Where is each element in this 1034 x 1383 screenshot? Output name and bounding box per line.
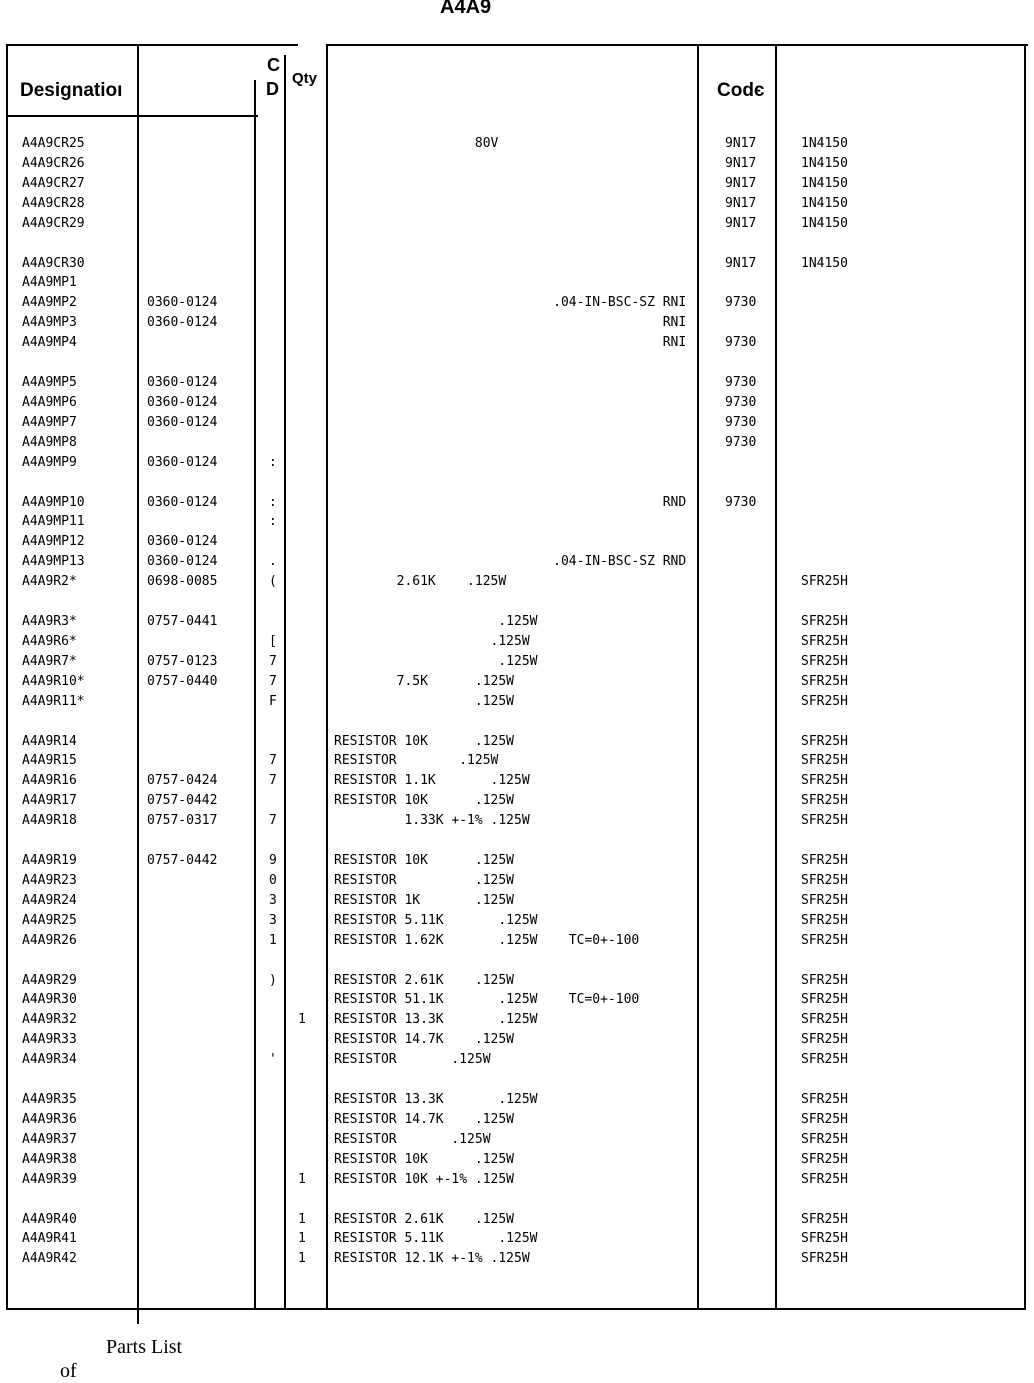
description-cell: .04-IN-BSC-SZ RNI: [334, 295, 687, 311]
part-number-cell: 0360-0124: [147, 554, 218, 570]
check-digit-cell: ': [269, 1052, 277, 1068]
description-cell: .125W: [334, 653, 538, 669]
mfr-part-cell: SFR25H: [801, 773, 848, 789]
check-digit-cell: [: [269, 633, 277, 649]
designation-cell: A4A9R36: [22, 1111, 77, 1127]
description-cell: RESISTOR 1.62K .125W TC=0+-100: [334, 932, 640, 948]
footer-parts-list: Parts List: [106, 1336, 183, 1358]
designation-cell: A4A9R37: [22, 1131, 77, 1147]
mfr-part-cell: SFR25H: [801, 1231, 848, 1247]
mfr-part-cell: SFR25H: [801, 1171, 848, 1187]
check-digit-cell: F: [269, 693, 277, 709]
col-divider-designation: [137, 44, 139, 1324]
part-number-cell: 0360-0124: [147, 375, 218, 390]
qty-cell: 1: [298, 1012, 306, 1028]
description-cell: RESISTOR 5.11K .125W: [334, 1231, 538, 1247]
check-digit-cell: 9: [269, 853, 277, 868]
designation-cell: A4A9R23: [22, 872, 77, 888]
col-divider-code: [775, 44, 777, 1310]
description-cell: RESISTOR .125W: [334, 753, 499, 769]
header-designation: Designatioı: [20, 80, 123, 101]
table-bottom-rule: [6, 1308, 1026, 1310]
mfr-part-cell: SFR25H: [801, 1211, 848, 1227]
description-cell: RESISTOR 2.61K .125W: [334, 972, 515, 988]
designation-cell: A4A9R18: [22, 813, 77, 829]
description-cell: RND: [334, 494, 687, 510]
description-cell: 7.5K .125W: [334, 673, 515, 689]
header-qty: Qty: [292, 70, 318, 87]
description-cell: .04-IN-BSC-SZ RND: [334, 554, 687, 570]
description-cell: RESISTOR 10K .125W: [334, 793, 515, 809]
mfr-part-cell: SFR25H: [801, 653, 848, 669]
designation-cell: A4A9MP7: [22, 414, 77, 430]
designation-cell: A4A9CR29: [22, 215, 85, 231]
description-cell: RESISTOR 10K .125W: [334, 1151, 515, 1167]
designation-cell: A4A9CR26: [22, 155, 85, 171]
designation-cell: A4A9R7*: [22, 653, 77, 669]
mfr-part-cell: 1N4150: [801, 175, 848, 191]
mfr-code-cell: 9730: [725, 494, 757, 510]
check-digit-cell: 7: [269, 773, 277, 789]
designation-cell: A4A9MP9: [22, 454, 77, 470]
mfr-part-cell: SFR25H: [801, 872, 848, 888]
description-cell: RESISTOR .125W: [334, 872, 515, 888]
table-top-rule-left: [6, 44, 298, 46]
col-divider-cd: [284, 55, 286, 1310]
description-cell: .125W: [334, 614, 538, 629]
part-number-cell: 0757-0441: [147, 614, 218, 629]
table-top-rule-right: [328, 44, 1028, 46]
mfr-part-cell: SFR25H: [801, 853, 848, 868]
header-cd-top: C: [267, 55, 280, 75]
mfr-part-cell: SFR25H: [801, 1111, 848, 1127]
part-number-cell: 0757-0442: [147, 793, 218, 809]
designation-cell: A4A9MP4: [22, 335, 77, 351]
description-cell: RESISTOR 10K .125W: [334, 733, 515, 749]
description-cell: 1.33K +-1% .125W: [334, 813, 530, 829]
designation-cell: A4A9MP6: [22, 394, 77, 410]
description-cell: 2.61K .125W: [334, 574, 507, 590]
designation-cell: A4A9R16: [22, 773, 77, 789]
description-cell: RNI: [334, 315, 687, 331]
description-cell: 80V: [334, 136, 499, 151]
part-number-cell: 0757-0440: [147, 673, 218, 689]
mfr-part-cell: SFR25H: [801, 1251, 848, 1267]
mfr-code-cell: 9N17: [725, 175, 757, 191]
col-divider-right: [1024, 44, 1026, 1310]
designation-cell: A4A9R29: [22, 972, 77, 988]
part-number-cell: 0360-0124: [147, 295, 218, 311]
designation-cell: A4A9R34: [22, 1052, 77, 1068]
designation-cell: A4A9R11*: [22, 693, 85, 709]
qty-cell: 1: [298, 1171, 306, 1187]
designation-cell: A4A9R24: [22, 892, 77, 908]
description-cell: RESISTOR 51.1K .125W TC=0+-100: [334, 992, 640, 1008]
designation-cell: A4A9MP2: [22, 295, 77, 311]
designation-cell: A4A9R42: [22, 1251, 77, 1267]
mfr-part-cell: SFR25H: [801, 972, 848, 988]
col-divider-left: [6, 44, 8, 1310]
designation-cell: A4A9R39: [22, 1171, 77, 1187]
mfr-code-cell: 9730: [725, 434, 757, 450]
designation-cell: A4A9CR30: [22, 255, 85, 271]
description-cell: RESISTOR .125W: [334, 1131, 491, 1147]
mfr-part-cell: SFR25H: [801, 693, 848, 709]
description-cell: .125W: [334, 693, 515, 709]
designation-cell: A4A9R25: [22, 912, 77, 928]
mfr-part-cell: SFR25H: [801, 1032, 848, 1048]
designation-cell: A4A9R10*: [22, 673, 85, 689]
check-digit-cell: (: [269, 574, 277, 590]
part-number-cell: 0757-0123: [147, 653, 218, 669]
part-number-cell: 0757-0424: [147, 773, 218, 789]
mfr-code-cell: 9N17: [725, 215, 757, 231]
description-cell: .125W: [334, 633, 530, 649]
mfr-part-cell: SFR25H: [801, 614, 848, 629]
mfr-part-cell: 1N4150: [801, 215, 848, 231]
footer-of: of: [60, 1360, 77, 1382]
designation-cell: A4A9R2*: [22, 574, 77, 590]
designation-cell: A4A9R30: [22, 992, 77, 1008]
header-bottom-rule: [6, 115, 258, 117]
header-code: Codє: [717, 80, 765, 101]
designation-cell: A4A9R38: [22, 1151, 77, 1167]
part-number-cell: 0698-0085: [147, 574, 218, 590]
part-number-cell: 0360-0124: [147, 414, 218, 430]
designation-cell: A4A9MP12: [22, 534, 85, 550]
mfr-part-cell: SFR25H: [801, 892, 848, 908]
check-digit-cell: :: [269, 494, 277, 510]
mfr-part-cell: SFR25H: [801, 793, 848, 809]
designation-cell: A4A9R3*: [22, 614, 77, 629]
description-cell: RESISTOR 14.7K .125W: [334, 1111, 515, 1127]
check-digit-cell: 7: [269, 753, 277, 769]
mfr-part-cell: SFR25H: [801, 813, 848, 829]
check-digit-cell: 7: [269, 653, 277, 669]
designation-cell: A4A9R14: [22, 733, 77, 749]
check-digit-cell: .: [269, 554, 277, 570]
designation-cell: A4A9MP1: [22, 275, 77, 291]
mfr-code-cell: 9730: [725, 414, 757, 430]
designation-cell: A4A9MP3: [22, 315, 77, 331]
designation-cell: A4A9MP5: [22, 375, 77, 390]
description-cell: RESISTOR 10K .125W: [334, 853, 515, 868]
mfr-code-cell: 9730: [725, 375, 757, 390]
col-divider-qty: [326, 44, 328, 1310]
description-cell: RESISTOR 1K .125W: [334, 892, 515, 908]
part-number-cell: 0360-0124: [147, 315, 218, 331]
mfr-part-cell: SFR25H: [801, 1131, 848, 1147]
part-number-cell: 0757-0317: [147, 813, 218, 829]
designation-cell: A4A9MP11: [22, 514, 85, 530]
description-cell: RESISTOR .125W: [334, 1052, 491, 1068]
mfr-code-cell: 9730: [725, 295, 757, 311]
designation-cell: A4A9MP10: [22, 494, 85, 510]
mfr-code-cell: 9N17: [725, 255, 757, 271]
mfr-part-cell: 1N4150: [801, 136, 848, 151]
mfr-part-cell: SFR25H: [801, 673, 848, 689]
description-cell: RESISTOR 5.11K .125W: [334, 912, 538, 928]
description-cell: RNI: [334, 335, 687, 351]
mfr-part-cell: SFR25H: [801, 1151, 848, 1167]
mfr-part-cell: SFR25H: [801, 733, 848, 749]
mfr-part-cell: 1N4150: [801, 255, 848, 271]
qty-cell: 1: [298, 1251, 306, 1267]
designation-cell: A4A9R19: [22, 853, 77, 868]
designation-cell: A4A9R6*: [22, 633, 77, 649]
mfr-part-cell: SFR25H: [801, 992, 848, 1008]
designation-cell: A4A9R41: [22, 1231, 77, 1247]
description-cell: RESISTOR 13.3K .125W: [334, 1092, 538, 1107]
qty-cell: 1: [298, 1211, 306, 1227]
mfr-code-cell: 9N17: [725, 136, 757, 151]
part-number-cell: 0360-0124: [147, 394, 218, 410]
col-divider-desc: [697, 44, 699, 1310]
designation-cell: A4A9R17: [22, 793, 77, 809]
designation-cell: A4A9R35: [22, 1092, 77, 1107]
designation-cell: A4A9MP8: [22, 434, 77, 450]
mfr-code-cell: 9730: [725, 335, 757, 351]
description-cell: RESISTOR 13.3K .125W: [334, 1012, 538, 1028]
description-cell: RESISTOR 14.7K .125W: [334, 1032, 515, 1048]
check-digit-cell: 3: [269, 912, 277, 928]
description-cell: RESISTOR 1.1K .125W: [334, 773, 530, 789]
mfr-part-cell: SFR25H: [801, 1012, 848, 1028]
check-digit-cell: :: [269, 514, 277, 530]
check-digit-cell: 0: [269, 872, 277, 888]
col-divider-part: [254, 80, 256, 1310]
mfr-code-cell: 9N17: [725, 195, 757, 211]
mfr-part-cell: SFR25H: [801, 912, 848, 928]
designation-cell: A4A9MP13: [22, 554, 85, 570]
designation-cell: A4A9CR25: [22, 136, 85, 151]
designation-cell: A4A9CR28: [22, 195, 85, 211]
designation-cell: A4A9R40: [22, 1211, 77, 1227]
check-digit-cell: 3: [269, 892, 277, 908]
description-cell: RESISTOR 10K +-1% .125W: [334, 1171, 515, 1187]
designation-cell: A4A9CR27: [22, 175, 85, 191]
mfr-part-cell: SFR25H: [801, 753, 848, 769]
mfr-code-cell: 9730: [725, 394, 757, 410]
mfr-code-cell: 9N17: [725, 155, 757, 171]
part-number-cell: 0757-0442: [147, 853, 218, 868]
mfr-part-cell: SFR25H: [801, 574, 848, 590]
designation-cell: A4A9R26: [22, 932, 77, 948]
part-number-cell: 0360-0124: [147, 454, 218, 470]
description-cell: RESISTOR 12.1K +-1% .125W: [334, 1251, 530, 1267]
page-title: A4A9: [440, 0, 492, 18]
header-cd-bottom: D: [266, 79, 279, 99]
check-digit-cell: 1: [269, 932, 277, 948]
mfr-part-cell: SFR25H: [801, 1092, 848, 1107]
qty-cell: 1: [298, 1231, 306, 1247]
check-digit-cell: 7: [269, 673, 277, 689]
mfr-part-cell: 1N4150: [801, 195, 848, 211]
mfr-part-cell: SFR25H: [801, 932, 848, 948]
part-number-cell: 0360-0124: [147, 534, 218, 550]
check-digit-cell: :: [269, 454, 277, 470]
mfr-part-cell: SFR25H: [801, 1052, 848, 1068]
check-digit-cell: ): [269, 972, 277, 988]
designation-cell: A4A9R15: [22, 753, 77, 769]
check-digit-cell: 7: [269, 813, 277, 829]
part-number-cell: 0360-0124: [147, 494, 218, 510]
mfr-part-cell: SFR25H: [801, 633, 848, 649]
designation-cell: A4A9R33: [22, 1032, 77, 1048]
designation-cell: A4A9R32: [22, 1012, 77, 1028]
mfr-part-cell: 1N4150: [801, 155, 848, 171]
description-cell: RESISTOR 2.61K .125W: [334, 1211, 515, 1227]
